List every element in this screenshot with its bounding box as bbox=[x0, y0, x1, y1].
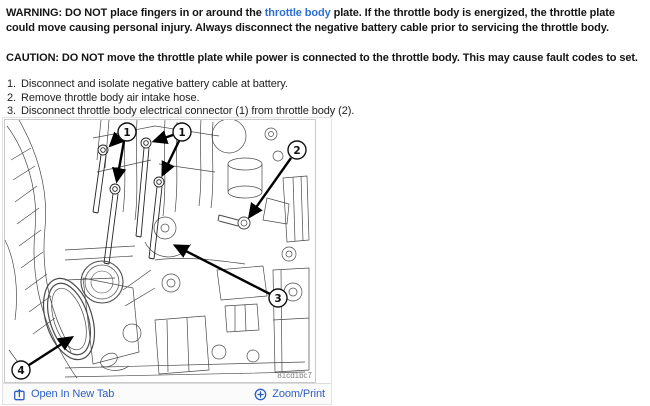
step-number: 3. bbox=[7, 105, 16, 117]
callout-3 bbox=[269, 289, 287, 307]
zoom-print-link[interactable] bbox=[254, 388, 325, 401]
step-number: 2. bbox=[7, 91, 16, 104]
engine-diagram-image bbox=[4, 119, 316, 383]
svg-text:1: 1 bbox=[123, 127, 131, 139]
zoom-print-icon bbox=[254, 388, 267, 401]
warning-text bbox=[6, 0, 645, 36]
figure-watermark: 81cd1bc7 bbox=[277, 371, 312, 380]
callout-1b bbox=[173, 123, 191, 141]
engine-line-art bbox=[5, 120, 309, 378]
open-in-new-tab-icon bbox=[13, 388, 26, 401]
mounting-bolts bbox=[93, 138, 164, 264]
callout-4 bbox=[12, 361, 30, 379]
svg-text:2: 2 bbox=[293, 145, 301, 157]
warning-suffix: plate. If the throttle body is energized, the throttle plate could move causing personal injury. Always disconnect the negative battery cable prior to servicing the throttle body. bbox=[6, 7, 615, 34]
svg-text:3: 3 bbox=[274, 293, 282, 305]
caution-text: CAUTION: DO NOT move the throttle plate while power is connected to the throttle body. This may cause fault codes to set. bbox=[6, 52, 638, 64]
figure-panel bbox=[2, 117, 332, 405]
step-text: Remove throttle body air intake hose. bbox=[21, 91, 200, 104]
callout-2 bbox=[288, 141, 306, 159]
step-text: Disconnect and isolate negative battery cable at battery. bbox=[21, 78, 288, 90]
step-item bbox=[7, 92, 650, 106]
engine-diagram bbox=[5, 120, 315, 382]
open-in-new-tab-link[interactable] bbox=[13, 388, 114, 401]
throttle-body-link[interactable]: throttle body bbox=[264, 7, 331, 19]
figure-toolbar bbox=[3, 383, 331, 404]
warning-prefix: WARNING: DO NOT place fingers in or around the bbox=[6, 7, 265, 19]
zoom-print-label: Zoom/Print bbox=[272, 388, 325, 400]
step-number: 1. bbox=[7, 78, 16, 90]
svg-text:4: 4 bbox=[17, 365, 25, 377]
step-item bbox=[7, 78, 650, 92]
svg-text:1: 1 bbox=[178, 127, 186, 139]
step-text: Disconnect throttle body electrical connector (1) from throttle body (2). bbox=[21, 105, 355, 117]
procedure-steps bbox=[7, 78, 650, 119]
open-in-new-tab-label: Open In New Tab bbox=[31, 388, 115, 400]
callout-1 bbox=[118, 123, 136, 141]
